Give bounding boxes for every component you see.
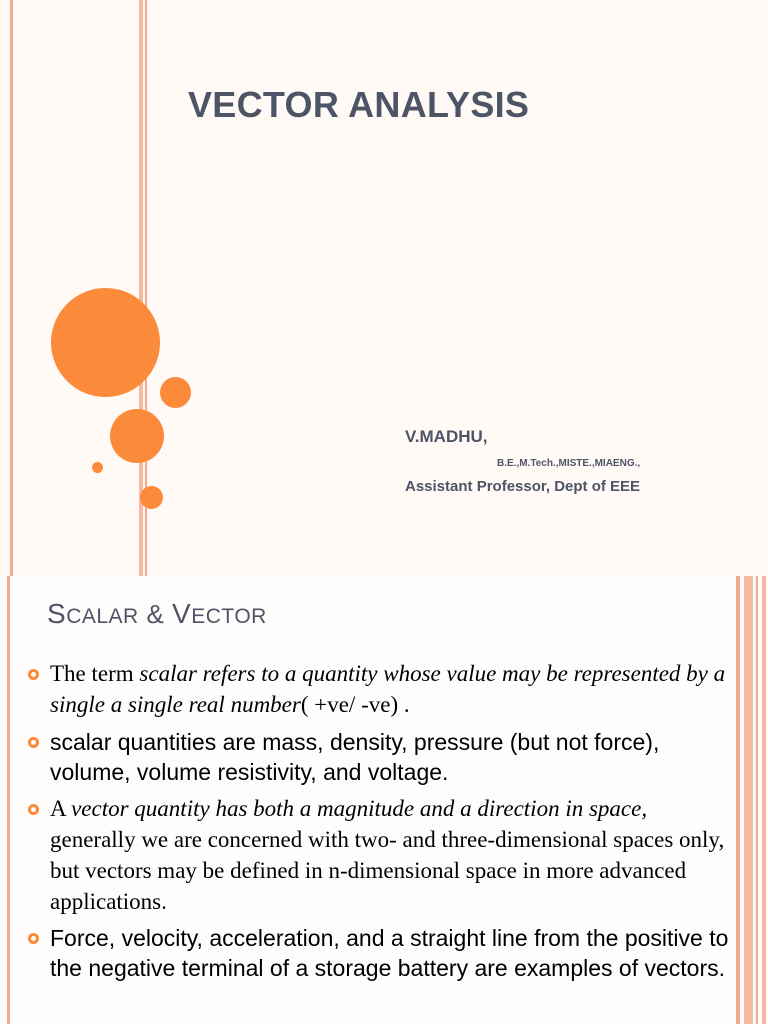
bullet-circle-icon — [28, 669, 39, 680]
decorative-stripe — [756, 576, 758, 1024]
author-role: Assistant Professor, Dept of EEE — [405, 478, 641, 495]
slide-title: SCALAR & VECTOR — [47, 598, 267, 629]
decorative-circle-medium — [110, 409, 164, 463]
bullet-circle-icon — [28, 737, 39, 748]
bullet-item: The term scalar refers to a quantity whose value may be represented by a single a single real number( +ve/ -ve) . — [28, 658, 738, 720]
bullet-circle-icon — [28, 933, 39, 944]
author-name: V.MADHU, — [405, 427, 488, 446]
bullet-item: A vector quantity has both a magnitude and a direction in space, generally we are concerned with two- and three-dimensional spaces only, but vectors may be defined in n-dimensional space in more advanced applications. — [28, 793, 738, 917]
content-slide — [0, 576, 768, 1024]
bullet-item: scalar quantities are mass, density, pressure (but not force), volume, volume resistivity, and voltage. — [28, 727, 738, 787]
decorative-circle-small — [160, 377, 191, 408]
decorative-circle-tiny — [92, 462, 103, 473]
author-qualifications: B.E.,M.Tech.,MISTE.,MIAENG., — [497, 458, 641, 469]
bullet-item: Force, velocity, acceleration, and a straight line from the positive to the negative terminal of a storage battery are examples of vectors. — [28, 923, 738, 983]
decorative-stripe — [10, 0, 13, 576]
decorative-circle-large — [51, 288, 160, 397]
bullet-circle-icon — [28, 804, 39, 815]
decorative-stripe — [744, 576, 753, 1024]
decorative-stripe — [7, 576, 10, 1024]
decorative-circle-small — [140, 486, 163, 509]
presentation-title: VECTOR ANALYSIS — [188, 84, 530, 125]
decorative-stripe — [762, 576, 766, 1024]
